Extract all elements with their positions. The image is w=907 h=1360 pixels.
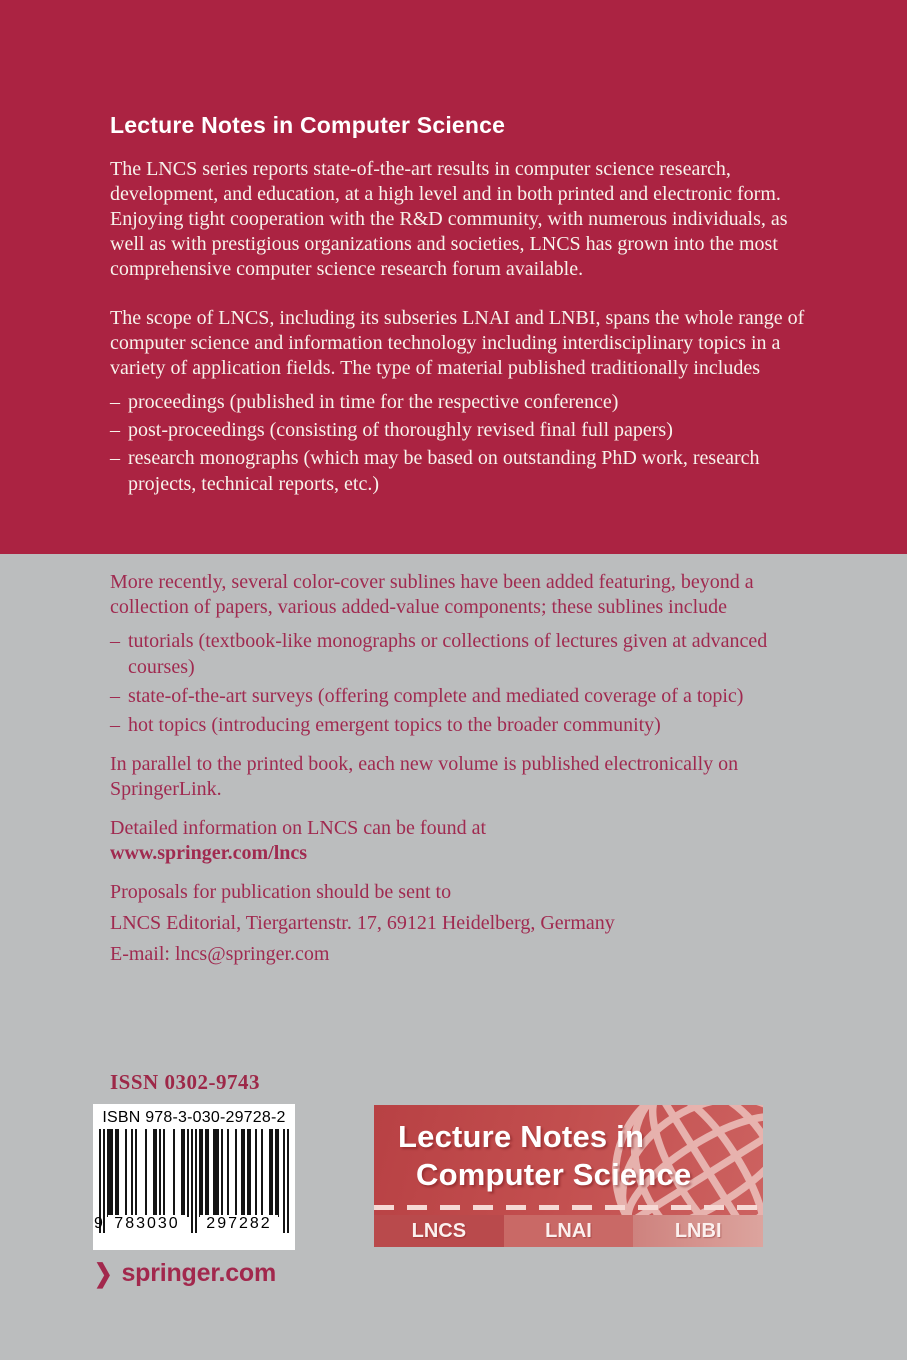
springer-url-text: springer.com	[121, 1259, 277, 1287]
issn-label: ISSN 0302-9743	[110, 1070, 260, 1094]
subline-lncs: LNCS	[374, 1215, 504, 1247]
list-item-text: state-of-the-art surveys (offering complete and mediated coverage of a topic)	[128, 685, 744, 707]
logo-title-line1: Lecture Notes in	[398, 1119, 645, 1154]
editorial-address-line: LNCS Editorial, Tiergartenstr. 17, 69121 Heidelberg, Germany	[110, 912, 615, 934]
subline-lnbi: LNBI	[633, 1215, 763, 1247]
logo-title	[374, 1105, 763, 1194]
list-item	[110, 389, 811, 415]
springerlink-paragraph: In parallel to the printed book, each new volume is published electronically on SpringerLink.	[110, 753, 739, 800]
list-item	[110, 712, 819, 738]
lncs-logo	[374, 1105, 763, 1247]
detailed-info-text: Detailed information on LNCS can be found at	[110, 817, 487, 839]
list-item-text: hot topics (introducing emergent topics to the broader community)	[128, 714, 661, 736]
sublines-info-panel	[0, 554, 907, 967]
proposals-line: Proposals for publication should be sent to	[110, 881, 452, 903]
list-item-text: post-proceedings (consisting of thoroughly revised final full papers)	[128, 419, 673, 441]
barcode-bars	[93, 1129, 295, 1233]
springer-chevron-icon: ❯	[94, 1258, 113, 1288]
list-item-text: research monographs (which may be based on outstanding PhD work, research projects, technical reports, etc.)	[128, 447, 760, 495]
sublines-intro-paragraph: More recently, several color-cover sublines have been added featuring, beyond a collection of papers, various added-value components; these sublines include	[110, 571, 754, 618]
list-item	[110, 683, 819, 709]
springer-brand	[94, 1259, 276, 1288]
barcode-digit-group: 9	[94, 1215, 103, 1232]
dash-marker: –	[110, 685, 120, 707]
barcode-digit-group: 297282	[200, 1215, 278, 1233]
isbn-barcode	[93, 1104, 295, 1250]
detailed-info-paragraph	[110, 816, 819, 866]
lncs-url: www.springer.com/lncs	[110, 842, 308, 864]
list-item-text: tutorials (textbook-like monographs or collections of lectures given at advanced courses)	[128, 630, 768, 678]
list-item-text: proceedings (published in time for the respective conference)	[128, 391, 619, 413]
published-material-list	[110, 389, 811, 497]
series-heading: Lecture Notes in Computer Science	[110, 112, 506, 138]
dash-marker: –	[110, 391, 120, 413]
dash-marker: –	[110, 419, 120, 441]
sublines-list	[110, 628, 819, 738]
list-item	[110, 417, 811, 443]
isbn-label: ISBN 978-3-030-29728-2	[102, 1109, 286, 1126]
lncs-description-panel	[0, 0, 907, 554]
subline-lnai: LNAI	[504, 1215, 634, 1247]
logo-sublines-band	[374, 1215, 763, 1247]
logo-title-line2: Computer Science	[416, 1157, 692, 1192]
list-item	[110, 628, 819, 680]
series-overview-paragraph: The LNCS series reports state-of-the-art results in computer science research, development, and education, at a high level and in both printed and electronic form. Enjoying tight cooperation with the R&D community, with numerous individuals, as well as with prestigious organizations and societies, LNCS has grown into the most comprehensive computer science research forum available.	[110, 158, 788, 280]
dash-marker: –	[110, 714, 120, 736]
email-line: E-mail: lncs@springer.com	[110, 943, 330, 965]
list-item	[110, 445, 811, 497]
logo-dashed-divider	[374, 1205, 763, 1210]
series-scope-paragraph: The scope of LNCS, including its subseries LNAI and LNBI, spans the whole range of computer science and information technology including interdisciplinary topics in a variety of application fields. The type of material published traditionally includes	[110, 307, 805, 379]
barcode-digit-group: 783030	[108, 1215, 186, 1233]
barcode-digits	[93, 1215, 295, 1233]
dash-marker: –	[110, 630, 120, 652]
dash-marker: –	[110, 447, 120, 469]
